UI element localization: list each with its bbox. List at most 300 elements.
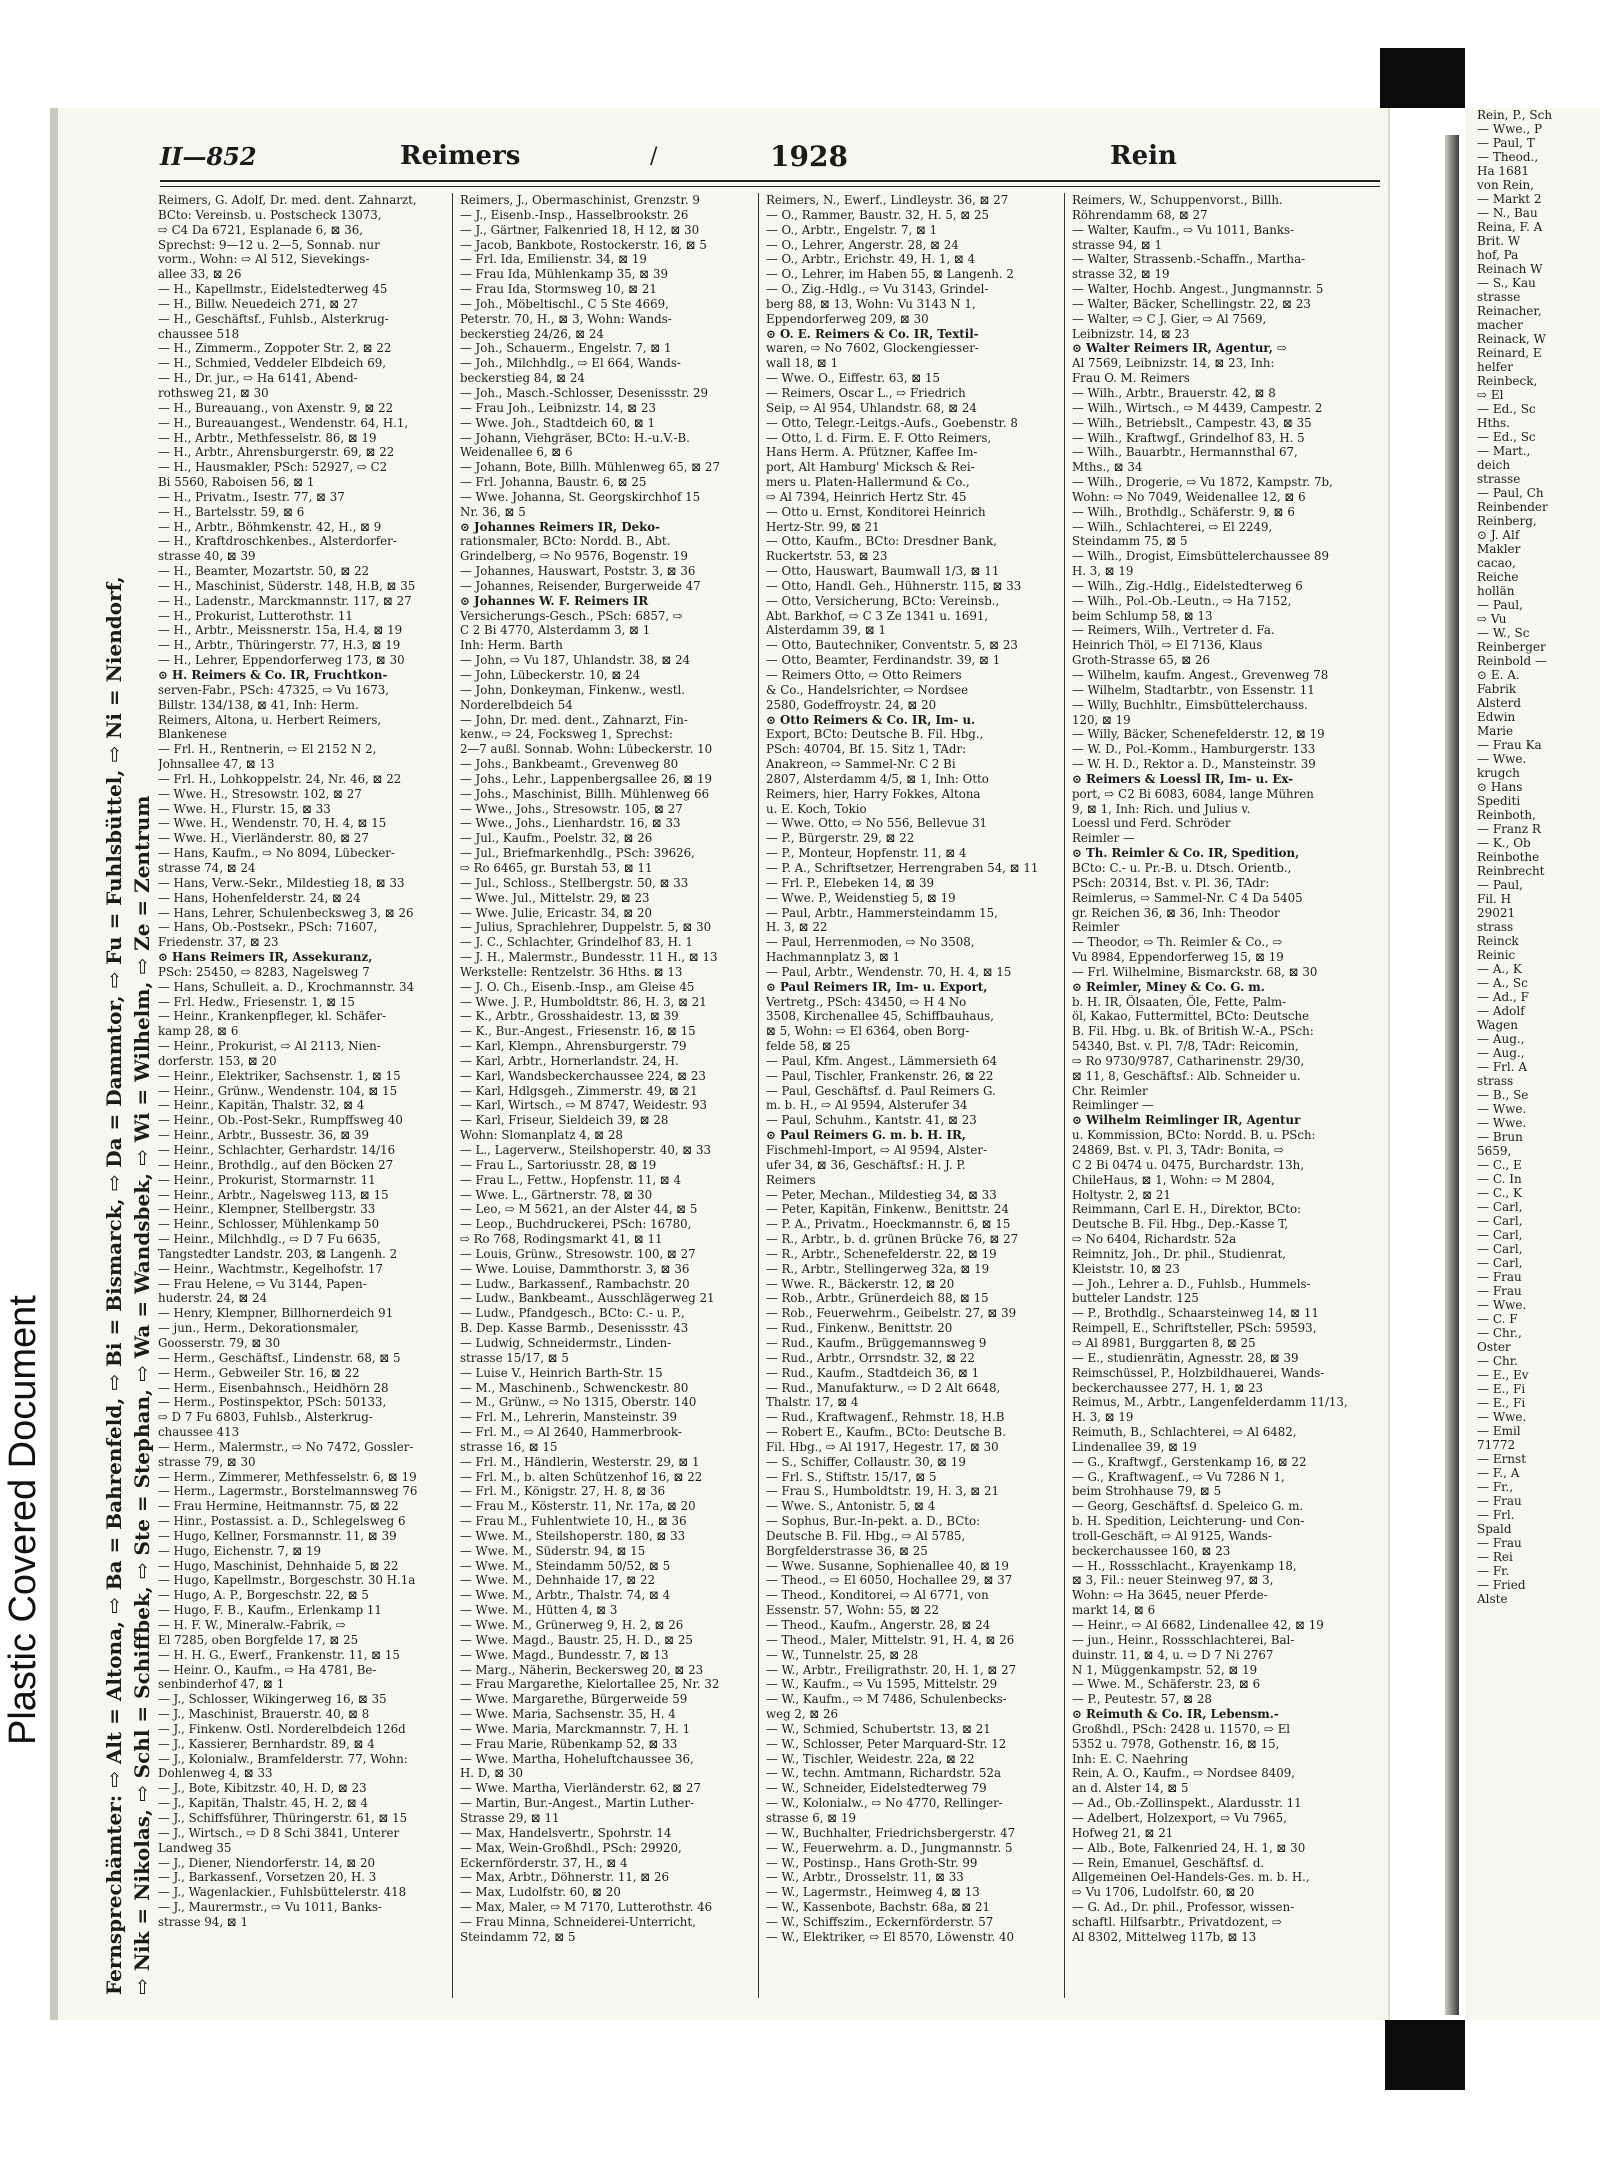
- directory-entry-line: — Johann, Bote, Billh. Mühlenweg 65, ⊠ 27: [460, 460, 720, 475]
- directory-entry-line: strasse 6, ⊠ 19: [766, 1810, 856, 1825]
- next-page-entry-line: — Carl,: [1477, 1256, 1523, 1270]
- directory-entry-line: Reimnitz, Joh., Dr. phil., Studienrat,: [1072, 1246, 1287, 1261]
- next-page-entry-line: ⊙ Hans: [1477, 780, 1523, 794]
- directory-entry-line: B. Dep. Kasse Barmb., Desenissstr. 43: [460, 1321, 689, 1336]
- next-page-entry-line: strasse: [1477, 472, 1521, 486]
- directory-entry-line: — R., Arbtr., b. d. grünen Brücke 76, ⊠ 27: [766, 1232, 1019, 1247]
- directory-column-1: [158, 193, 448, 1998]
- directory-entry-line: — Frau Ida, Stormsweg 10, ⊠ 21: [460, 282, 657, 297]
- next-page-entry-line: — C. In: [1477, 1172, 1522, 1186]
- directory-entry-line: Borgfelderstrasse 36, ⊠ 25: [766, 1543, 928, 1558]
- next-page-entry-line: Brit. W: [1477, 234, 1521, 248]
- directory-entry-line: — Heinr., Krankenpfleger, kl. Schäfer-: [158, 1009, 387, 1024]
- directory-entry-line: — Jul., Briefmarkenhdlg., PSch: 39626,: [460, 846, 695, 861]
- directory-entry-line: — Martin, Bur.-Angest., Martin Luther-: [460, 1796, 694, 1811]
- directory-entry-line: — H., Beamter, Mozartstr. 50, ⊠ 22: [158, 564, 370, 579]
- directory-entry-line: — Adelbert, Holzexport, ⇨ Vu 7965,: [1072, 1810, 1287, 1825]
- column-divider: [1064, 193, 1065, 1998]
- directory-entry-line: — Johann, Viehgräser, BCto: H.-u.V.-B.: [460, 430, 690, 445]
- next-page-entry-line: — Frau: [1477, 1270, 1522, 1284]
- directory-column-2: [460, 193, 750, 1998]
- directory-entry-line: — Wwe. J. P., Humboldtstr. 86, H. 3, ⊠ 21: [460, 994, 707, 1009]
- directory-entry-line: — Hans, Ob.-Postsekr., PSch: 71607,: [158, 920, 378, 935]
- directory-entry-line: — Louis, Grünw., Stresowstr. 100, ⊠ 27: [460, 1246, 696, 1261]
- directory-entry-line: an d. Alster 14, ⊠ 5: [1072, 1781, 1189, 1796]
- next-page-entry-line: — W., Sc: [1477, 626, 1530, 640]
- directory-entry-line: — W., Kaufm., ⇨ Vu 1595, Mittelstr. 29: [766, 1677, 998, 1692]
- directory-entry-line: — H., Ladenstr., Marckmannstr. 117, ⊠ 27: [158, 593, 412, 608]
- directory-entry-line: Wohn: ⇨ Ha 3645, neuer Pferde-: [1072, 1588, 1268, 1603]
- next-page-entry-line: — Markt 2: [1477, 192, 1542, 206]
- directory-entry-line: — Hans, Hohenfelderstr. 24, ⊠ 24: [158, 890, 361, 905]
- directory-entry-line: butteler Landstr. 125: [1072, 1291, 1199, 1306]
- directory-entry-line: — Hugo, A. P., Borgeschstr. 22, ⊠ 5: [158, 1588, 369, 1603]
- directory-entry-line: H. 3, ⊠ 19: [1072, 564, 1134, 579]
- directory-entry-line: — Wilh., Bauarbtr., Hermannsthal 67,: [1072, 445, 1298, 460]
- directory-entry-line: — Frau Margarethe, Kielortallee 25, Nr. 32: [460, 1677, 720, 1692]
- directory-entry-line: — W., Kolonialw., ⇨ No 4770, Rellinger-: [766, 1796, 1003, 1811]
- directory-entry-line: — Rob., Feuerwehrm., Geibelstr. 27, ⊠ 39: [766, 1306, 1017, 1321]
- directory-entry-line: — Karl, Klempn., Ahrensburgerstr. 79: [460, 1039, 687, 1054]
- directory-entry-line: — Wwe. L., Gärtnerstr. 78, ⊠ 30: [460, 1187, 653, 1202]
- directory-entry-line: — Heinr., Prokurist, ⇨ Al 2113, Nien-: [158, 1039, 381, 1054]
- directory-entry-line: — W., Schlosser, Peter Marquard-Str. 12: [766, 1736, 1007, 1751]
- directory-entry-line: — Frau Helene, ⇨ Vu 3144, Papen-: [158, 1276, 367, 1291]
- directory-entry-line: — Heinr., Schlosser, Mühlenkamp 50: [158, 1217, 380, 1232]
- directory-entry-line: ⇨ No 6404, Richardstr. 52a: [1072, 1232, 1237, 1247]
- directory-entry-line: — Paul, Geschäftsf. d. Paul Reimers G.: [766, 1083, 996, 1098]
- next-page-entry-line: — Chr.,: [1477, 1326, 1522, 1340]
- next-page-entry-line: Rein, P., Sch: [1477, 108, 1553, 122]
- directory-entry-line: — Johs., Lehr., Lappenbergsallee 26, ⊠ 19: [460, 771, 713, 786]
- directory-entry-line: — Wwe. S., Antonistr. 5, ⊠ 4: [766, 1499, 936, 1514]
- directory-entry-line: ⇨ Ro 768, Rodingsmarkt 41, ⊠ 11: [460, 1232, 663, 1247]
- directory-entry-line: — Frau Ida, Mühlenkamp 35, ⊠ 39: [460, 267, 668, 282]
- directory-entry-line: ⊠ 3, Fil.: neuer Steinweg 97, ⊠ 3,: [1072, 1573, 1274, 1588]
- directory-entry-line: chaussee 413: [158, 1425, 240, 1440]
- directory-entry-line: schaftl. Hilfsarbtr., Privatdozent, ⇨: [1072, 1914, 1282, 1929]
- directory-firm-entry: ⊙ O. E. Reimers & Co. IR, Textil-: [766, 326, 979, 341]
- directory-entry-line: — Otto, Bautechniker, Conventstr. 5, ⊠ 23: [766, 638, 1018, 653]
- directory-entry-line: — Luise V., Heinrich Barth-Str. 15: [460, 1365, 663, 1380]
- next-page-entry-line: 29021: [1477, 906, 1516, 920]
- directory-entry-line: — S., Schiffer, Collaustr. 30, ⊠ 19: [766, 1454, 966, 1469]
- directory-entry-line: — Frau M., Kösterstr. 11, Nr. 17a, ⊠ 20: [460, 1499, 696, 1514]
- directory-entry-line: beckerstieg 84, ⊠ 24: [460, 371, 585, 386]
- directory-entry-line: — Wwe. Joh., Stadtdeich 60, ⊠ 1: [460, 415, 655, 430]
- directory-entry-line: öl, Kakao, Futtermittel, BCto: Deutsche: [1072, 1009, 1310, 1024]
- directory-entry-line: — Wwe. Martha, Vierländerstr. 62, ⊠ 27: [460, 1781, 701, 1796]
- directory-entry-line: — O., Rammer, Baustr. 32, H. 5, ⊠ 25: [766, 207, 990, 222]
- directory-entry-line: ⊠ 5, Wohn: ⇨ El 6364, oben Borg-: [766, 1024, 970, 1039]
- header-mark: /: [650, 143, 658, 169]
- next-page-entry-line: — B., Se: [1477, 1088, 1529, 1102]
- directory-entry-line: — Wwe. M., Schäferstr. 23, ⊠ 6: [1072, 1677, 1261, 1692]
- directory-entry-line: strasse 16, ⊠ 15: [460, 1439, 558, 1454]
- directory-entry-line: — Frl. S., Stiftstr. 15/17, ⊠ 5: [766, 1469, 937, 1484]
- directory-entry-line: — Jacob, Bankbote, Rostockerstr. 16, ⊠ 5: [460, 237, 707, 252]
- directory-entry-line: Reimers, hier, Harry Fokkes, Altona: [766, 786, 981, 801]
- directory-entry-line: — Reimers, Wilh., Vertreter d. Fa.: [1072, 623, 1275, 638]
- directory-entry-line: Strasse 29, ⊠ 11: [460, 1810, 560, 1825]
- directory-entry-line: — Wwe. M., Dehnhaide 17, ⊠ 22: [460, 1573, 656, 1588]
- directory-entry-line: — J., Kassierer, Bernhardstr. 89, ⊠ 4: [158, 1736, 375, 1751]
- directory-entry-line: — Wilh., Wirtsch., ⇨ M 4439, Campestr. 2: [1072, 400, 1323, 415]
- directory-entry-line: wall 18, ⊠ 1: [766, 356, 839, 371]
- next-page-entry-line: Hths.: [1477, 416, 1510, 430]
- directory-entry-line: 2—7 außl. Sonnab. Wohn: Lübeckerstr. 10: [460, 742, 713, 757]
- directory-entry-line: waren, ⇨ No 7602, Glockengiesser-: [766, 341, 979, 356]
- next-page-entry-line: Reinic: [1477, 948, 1516, 962]
- directory-entry-line: ⇨ D 7 Fu 6803, Fuhlsb., Alsterkrug-: [158, 1410, 373, 1425]
- directory-entry-line: — Robert E., Kaufm., BCto: Deutsche B.: [766, 1425, 1006, 1440]
- directory-entry-line: — H., Bureauangest., Wendenstr. 64, H.1,: [158, 415, 409, 430]
- directory-entry-line: — Karl, Hdlgsgeh., Zimmerstr. 49, ⊠ 21: [460, 1083, 698, 1098]
- next-page-entry-line: Reinacher,: [1477, 304, 1542, 318]
- directory-entry-line: — John, Donkeyman, Finkenw., westl.: [460, 682, 685, 697]
- directory-entry-line: strasse 32, ⊠ 19: [1072, 267, 1170, 282]
- directory-entry-line: — P., Monteur, Hopfenstr. 11, ⊠ 4: [766, 846, 967, 861]
- next-page-entry-line: helfer: [1477, 360, 1513, 374]
- directory-entry-line: — Heinr., Klempner, Stellbergstr. 33: [158, 1202, 376, 1217]
- directory-entry-line: Reimers, N., Ewerf., Lindleystr. 36, ⊠ 27: [766, 193, 1009, 207]
- next-page-entry-line: — Ad., F: [1477, 990, 1529, 1004]
- directory-entry-line: — Joh., Schauerm., Engelstr. 7, ⊠ 1: [460, 341, 672, 356]
- directory-entry-line: — Frl. M., Königstr. 27, H. 8, ⊠ 36: [460, 1484, 666, 1499]
- directory-entry-line: — Sophus, Bur.-In-pekt. a. D., BCto:: [766, 1514, 981, 1529]
- next-page-entry-line: — Carl,: [1477, 1200, 1523, 1214]
- directory-entry-line: strasse 79, ⊠ 30: [158, 1454, 256, 1469]
- directory-entry-line: — Wwe. Maria, Sachsenstr. 35, H. 4: [460, 1707, 676, 1722]
- directory-entry-line: Grindelberg, ⇨ No 9576, Bogenstr. 19: [460, 549, 688, 564]
- directory-entry-line: — Karl, Wandsbeckerchaussee 224, ⊠ 23: [460, 1068, 706, 1083]
- directory-entry-line: dorferstr. 153, ⊠ 20: [158, 1053, 277, 1068]
- next-page-entry-line: Wagen: [1477, 1018, 1518, 1032]
- directory-entry-line: — O., Lehrer, Angerstr. 28, ⊠ 24: [766, 237, 959, 252]
- directory-entry-line: strasse 94, ⊠ 1: [1072, 237, 1162, 252]
- directory-entry-line: — H., Schmied, Veddeler Elbdeich 69,: [158, 356, 386, 371]
- directory-entry-line: Hofweg 21, ⊠ 21: [1072, 1825, 1174, 1840]
- directory-entry-line: — Wwe. O., Eiffestr. 63, ⊠ 15: [766, 371, 941, 386]
- directory-entry-line: 54340, Bst. v. Pl. 7/8, TAdr: Reicomin,: [1072, 1039, 1299, 1054]
- next-page-entry-line: — Ed., Sc: [1477, 402, 1536, 416]
- directory-entry-line: — P., Peutestr. 57, ⊠ 28: [1072, 1692, 1212, 1707]
- directory-entry-line: — Wwe. Otto, ⇨ No 556, Bellevue 31: [766, 816, 988, 831]
- directory-entry-line: — Max, Ludolfstr. 60, ⊠ 20: [460, 1885, 621, 1900]
- next-page-entry-line: Oster: [1477, 1340, 1511, 1354]
- directory-entry-line: felde 58, ⊠ 25: [766, 1039, 851, 1054]
- directory-entry-line: — John, Dr. med. dent., Zahnarzt, Fin-: [460, 712, 688, 727]
- directory-entry-line: — Joh., Lehrer a. D., Fuhlsb., Hummels-: [1072, 1276, 1311, 1291]
- directory-entry-line: Reimers, G. Adolf, Dr. med. dent. Zahnarzt,: [158, 193, 417, 207]
- next-page-entry-line: — Brun: [1477, 1130, 1523, 1144]
- next-page-entry-line: Reinberg,: [1477, 514, 1537, 528]
- directory-entry-line: Hans Herm. A. Pfützner, Kaffee Im-: [766, 445, 978, 460]
- directory-entry-line: — W., Tischler, Weidestr. 22a, ⊠ 22: [766, 1751, 975, 1766]
- directory-entry-line: Steindamm 75, ⊠ 5: [1072, 534, 1188, 549]
- directory-entry-line: — W., techn. Amtmann, Richardstr. 52a: [766, 1766, 1002, 1781]
- directory-entry-line: — Karl, Wirtsch., ⇨ M 8747, Weidestr. 93: [460, 1098, 707, 1113]
- next-page-entry-line: — C., E: [1477, 1158, 1522, 1172]
- directory-entry-line: — J., Gärtner, Falkenried 18, H 12, ⊠ 30: [460, 222, 700, 237]
- directory-entry-line: — Frl. Johanna, Baustr. 6, ⊠ 25: [460, 475, 647, 490]
- directory-entry-line: — jun., Heinr., Rossschlachterei, Bal-: [1072, 1632, 1295, 1647]
- directory-entry-line: — Rud., Kaufm., Brüggemannsweg 9: [766, 1335, 987, 1350]
- directory-entry-line: — Wwe. M., Arbtr., Thalstr. 74, ⊠ 4: [460, 1588, 671, 1603]
- directory-firm-entry: ⊙ Walter Reimers IR, Agentur, ⇨: [1072, 341, 1287, 356]
- directory-entry-line: Hachmannplatz 3, ⊠ 1: [766, 950, 901, 965]
- directory-entry-line: — Heinr., Elektriker, Sachsenstr. 1, ⊠ 15: [158, 1068, 401, 1083]
- next-page-entry-line: Reinard, E: [1477, 346, 1542, 360]
- directory-entry-line: — Wwe. Magd., Bundesstr. 7, ⊠ 13: [460, 1647, 669, 1662]
- directory-entry-line: Thalstr. 17, ⊠ 4: [766, 1395, 859, 1410]
- directory-entry-line: — Otto, Telegr.-Leitgs.-Aufs., Goebenstr. 8: [766, 415, 1018, 430]
- directory-entry-line: — Wwe. Maria, Marckmannstr. 7, H. 1: [460, 1721, 691, 1736]
- next-page-entry-line: — Carl,: [1477, 1228, 1523, 1242]
- directory-entry-line: — Hinr., Postassist. a. D., Schlegelsweg 6: [158, 1514, 406, 1529]
- directory-entry-line: Landweg 35: [158, 1840, 232, 1855]
- directory-entry-line: — Wwe. Martha, Hoheluftchaussee 36,: [460, 1751, 694, 1766]
- directory-entry-line: Inh: E. C. Naehring: [1072, 1751, 1189, 1766]
- directory-entry-line: 9, ⊠ 1, Inh: Rich. und Julius v.: [1072, 801, 1251, 816]
- next-page-entry-line: deich: [1477, 458, 1511, 472]
- directory-entry-line: — Heinr., Brothdlg., auf den Böcken 27: [158, 1157, 394, 1172]
- directory-entry-line: m. b. H., ⇨ Al 9594, Alsterufer 34: [766, 1098, 968, 1113]
- directory-entry-line: kamp 28, ⊠ 6: [158, 1024, 239, 1039]
- directory-entry-line: — Wwe. Julie, Ericastr. 34, ⊠ 20: [460, 905, 653, 920]
- next-page-entry-line: hollän: [1477, 584, 1515, 598]
- directory-entry-line: Reimers: [766, 1172, 816, 1187]
- next-page-entry-line: — Paul, Ch: [1477, 486, 1544, 500]
- next-page-strip: [1465, 108, 1600, 2020]
- directory-entry-line: — Wwe. H., Stresowstr. 102, ⊠ 27: [158, 786, 362, 801]
- directory-entry-line: vorm., Wohn: ⇨ Al 512, Sievekings-: [158, 252, 370, 267]
- directory-entry-line: — Heinr., Arbtr., Bussestr. 36, ⊠ 39: [158, 1128, 369, 1143]
- directory-entry-line: ⇨ Al 7394, Heinrich Hertz Str. 45: [766, 489, 967, 504]
- directory-entry-line: — Willy, Buchhltr., Eimsbüttelerchauss.: [1072, 697, 1308, 712]
- directory-entry-line: — Joh., Milchhdlg., ⇨ El 664, Wands-: [460, 356, 681, 371]
- directory-entry-line: — John, ⇨ Vu 187, Uhlandstr. 38, ⊠ 24: [460, 653, 691, 668]
- directory-entry-line: Reimpell, E., Schriftsteller, PSch: 59593,: [1072, 1321, 1317, 1336]
- directory-entry-line: — W., Buchhalter, Friedrichsbergerstr. 47: [766, 1825, 1016, 1840]
- directory-entry-line: Heinrich Thöl, ⇨ El 7136, Klaus: [1072, 638, 1263, 653]
- next-page-entry-line: — Aug.,: [1477, 1046, 1525, 1060]
- directory-entry-line: strasse 74, ⊠ 24: [158, 860, 256, 875]
- directory-entry-line: — R., Arbtr., Stellingerweg 32a, ⊠ 19: [766, 1261, 990, 1276]
- directory-entry-line: — O., Zig.-Hdlg., ⇨ Vu 3143, Grindel-: [766, 282, 989, 297]
- directory-entry-line: mers u. Platen-Hallermund & Co.,: [766, 475, 970, 490]
- next-page-entry-line: Spald: [1477, 1522, 1512, 1536]
- directory-entry-line: beckerstieg 24/26, ⊠ 24: [460, 326, 604, 341]
- directory-entry-line: — John, Lübeckerstr. 10, ⊠ 24: [460, 668, 641, 682]
- directory-entry-line: — Theod., Kaufm., Angerstr. 28, ⊠ 24: [766, 1618, 991, 1632]
- directory-entry-line: serven-Fabr., PSch: 47325, ⇨ Vu 1673,: [158, 682, 389, 697]
- next-page-entry-line: — Fr.: [1477, 1564, 1510, 1578]
- directory-entry-line: — Otto u. Ernst, Konditorei Heinrich: [766, 504, 986, 519]
- next-page-entry-line: strass: [1477, 920, 1514, 934]
- next-page-entry-line: Reinbrecht: [1477, 864, 1545, 878]
- directory-entry-line: Johnsallee 47, ⊠ 13: [158, 757, 275, 772]
- directory-entry-line: Ruckertstr. 53, ⊠ 23: [766, 549, 888, 564]
- directory-entry-line: — Hans, Verw.-Sekr., Mildestieg 18, ⊠ 33: [158, 875, 405, 890]
- next-page-entry-line: — Carl,: [1477, 1242, 1523, 1256]
- directory-entry-line: Holtystr. 2, ⊠ 21: [1072, 1187, 1171, 1202]
- directory-entry-line: — J., Schlosser, Wikingerweg 16, ⊠ 35: [158, 1692, 387, 1707]
- directory-entry-line: — K., Bur.-Angest., Friesenstr. 16, ⊠ 15: [460, 1024, 696, 1039]
- directory-entry-line: — Heinr., Kapitän, Thalstr. 32, ⊠ 4: [158, 1098, 365, 1113]
- directory-entry-line: — R., Arbtr., Schenefelderstr. 22, ⊠ 19: [766, 1246, 997, 1261]
- directory-entry-line: — Herm., Postinspektor, PSch: 50133,: [158, 1395, 387, 1410]
- directory-entry-line: Reimus, M., Arbtr., Langenfelderdamm 11/13,: [1072, 1395, 1348, 1410]
- directory-firm-entry: ⊙ Otto Reimers & Co. IR, Im- u.: [766, 712, 976, 727]
- next-page-entry-line: Reiche: [1477, 570, 1519, 584]
- directory-entry-line: — Wwe. M., Hütten 4, ⊠ 3: [460, 1603, 618, 1618]
- directory-entry-line: — J., Maurermstr., ⇨ Vu 1011, Banks-: [158, 1900, 382, 1915]
- directory-entry-line: — Otto, Hauswart, Baumwall 1/3, ⊠ 11: [766, 564, 1000, 579]
- directory-entry-line: — J., Eisenb.-Insp., Hasselbrookstr. 26: [460, 207, 689, 222]
- next-page-entry-line: — C., K: [1477, 1186, 1522, 1200]
- directory-entry-line: — W., Arbtr., Freiligrathstr. 20, H. 1, ⊠ 27: [766, 1662, 1017, 1677]
- directory-entry-line: — J. O. Ch., Eisenb.-Insp., am Gleise 45: [460, 979, 695, 994]
- next-page-entry-line: Reinberger: [1477, 640, 1546, 654]
- directory-entry-line: — J., Maschinist, Brauerstr. 40, ⊠ 8: [158, 1707, 370, 1722]
- next-page-entry-line: — Carl,: [1477, 1214, 1523, 1228]
- directory-entry-line: — Rud., Manufakturw., ⇨ D 2 Alt 6648,: [766, 1380, 1001, 1395]
- next-page-entry-line: ⇨ Vu: [1477, 612, 1507, 626]
- directory-entry-line: — Wwe. R., Bäckerstr. 12, ⊠ 20: [766, 1276, 955, 1291]
- directory-entry-line: — Joh., Masch.-Schlosser, Desenissstr. 29: [460, 385, 709, 400]
- directory-entry-line: — W., Tunnelstr. 25, ⊠ 28: [766, 1647, 919, 1662]
- directory-entry-line: b. H. Spedition, Leichterung- und Con-: [1072, 1514, 1305, 1529]
- directory-entry-line: — Otto, Handl. Geh., Hühnerstr. 115, ⊠ 33: [766, 578, 1022, 593]
- directory-entry-line: Alsterdamm 39, ⊠ 1: [766, 623, 887, 638]
- directory-entry-line: — Otto, Beamter, Ferdinandstr. 39, ⊠ 1: [766, 653, 1001, 668]
- directory-entry-line: markt 14, ⊠ 6: [1072, 1603, 1156, 1618]
- directory-entry-line: — Paul, Kfm. Angest., Lämmersieth 64: [766, 1053, 998, 1068]
- directory-entry-line: — Heinr., Schlachter, Gerhardstr. 14/16: [158, 1143, 396, 1157]
- directory-entry-line: — M., Grünw., ⇨ No 1315, Oberstr. 140: [460, 1395, 697, 1410]
- directory-entry-line: — Rud., Finkenw., Benittstr. 20: [766, 1321, 953, 1336]
- next-page-entry-line: Spediti: [1477, 794, 1521, 808]
- next-page-entry-line: — Frau: [1477, 1494, 1522, 1508]
- next-page-entry-line: — E., Fi: [1477, 1382, 1526, 1396]
- directory-entry-line: Lindenallee 39, ⊠ 19: [1072, 1439, 1197, 1454]
- directory-entry-line: — H., Arbtr., Thüringerstr. 77, H.3, ⊠ 19: [158, 638, 401, 653]
- next-page-entry-line: — Emil: [1477, 1424, 1521, 1438]
- directory-entry-line: — J., Wagenlackier., Fuhlsbüttelerstr. 418: [158, 1885, 407, 1900]
- next-page-entry-line: Reinbothe: [1477, 850, 1540, 864]
- directory-entry-line: — Paul, Schuhm., Kantstr. 41, ⊠ 23: [766, 1113, 977, 1128]
- directory-entry-line: H. 3, ⊠ 19: [1072, 1410, 1134, 1425]
- directory-entry-line: ChileHaus, ⊠ 1, Wohn: ⇨ M 2804,: [1072, 1172, 1275, 1187]
- next-page-entry-line: — Aug.,: [1477, 1032, 1525, 1046]
- directory-entry-line: — H., Rossschlacht., Krayenkamp 18,: [1072, 1558, 1297, 1573]
- directory-entry-line: — Wwe., Johs., Stresowstr. 105, ⊠ 27: [460, 801, 683, 816]
- directory-entry-line: — Walter, Strassenb.-Schaffn., Martha-: [1072, 252, 1306, 267]
- directory-entry-line: ⇨ Vu 1706, Ludolfstr. 60, ⊠ 20: [1072, 1885, 1255, 1900]
- directory-entry-line: — Leop., Buchdruckerei, PSch: 16780,: [460, 1217, 692, 1232]
- directory-entry-line: — Frl. M., ⇨ Al 2640, Hammerbrook-: [460, 1425, 682, 1440]
- next-page-entry-line: — E., Ev: [1477, 1368, 1529, 1382]
- directory-entry-line: — Frl. Ida, Emilienstr. 34, ⊠ 19: [460, 252, 647, 267]
- column-divider: [758, 193, 759, 1998]
- directory-entry-line: — H., Billw. Neuedeich 271, ⊠ 27: [158, 296, 359, 311]
- directory-entry-line: Reimlerus, ⇨ Sammel-Nr. C 4 Da 5405: [1072, 890, 1303, 905]
- directory-entry-line: BCto: Vereinsb. u. Postscheck 13073,: [158, 207, 382, 222]
- directory-entry-line: Vertretg., PSch: 43450, ⇨ H 4 No: [766, 994, 967, 1009]
- directory-entry-line: H. D, ⊠ 30: [460, 1766, 523, 1781]
- directory-entry-line: — Wwe., Johs., Lienhardstr. 16, ⊠ 33: [460, 816, 681, 831]
- directory-entry-line: — Johannes, Hauswart, Poststr. 3, ⊠ 36: [460, 564, 696, 579]
- next-page-entry-line: — E., Fi: [1477, 1396, 1526, 1410]
- directory-entry-line: — Paul, Tischler, Frankenstr. 26, ⊠ 22: [766, 1068, 994, 1083]
- directory-entry-line: — Wwe. M., Süderstr. 94, ⊠ 15: [460, 1543, 646, 1558]
- directory-entry-line: — Theod., ⇨ El 6050, Hochallee 29, ⊠ 37: [766, 1573, 1013, 1588]
- directory-entry-line: — H., Arbtr., Methfesselstr. 86, ⊠ 19: [158, 430, 377, 445]
- directory-entry-line: Nr. 36, ⊠ 5: [460, 504, 526, 519]
- next-page-entry-line: Reina, F. A: [1477, 220, 1543, 234]
- directory-entry-line: — H., Maschinist, Süderstr. 148, H.B, ⊠ 35: [158, 578, 416, 593]
- directory-entry-line: 2580, Godeffroystr. 24, ⊠ 20: [766, 697, 937, 712]
- directory-entry-line: strasse 15/17, ⊠ 5: [460, 1350, 569, 1365]
- next-page-entry-line: Alsterd: [1477, 696, 1522, 710]
- directory-entry-line: — Reimers, Oscar L., ⇨ Friedrich: [766, 385, 966, 400]
- directory-entry-line: Reimler: [1072, 920, 1120, 935]
- directory-entry-line: — jun., Herm., Dekorationsmaler,: [158, 1321, 359, 1336]
- directory-entry-line: — Frl. M., Lehrerin, Mansteinstr. 39: [460, 1410, 678, 1425]
- directory-entry-line: — Heinr., ⇨ Al 6682, Lindenallee 42, ⊠ 19: [1072, 1618, 1324, 1632]
- next-page-entry-line: von Rein,: [1477, 178, 1535, 192]
- directory-entry-line: — J., Wirtsch., ⇨ D 8 Schi 3841, Unterer: [158, 1825, 400, 1840]
- header-rule-bottom: [160, 186, 1380, 187]
- directory-entry-line: beckerchaussee 160, ⊠ 23: [1072, 1543, 1231, 1558]
- directory-entry-line: — Wwe. Louise, Dammthorstr. 3, ⊠ 36: [460, 1261, 690, 1276]
- directory-entry-line: ⇨ Al 8981, Burggarten 8, ⊠ 25: [1072, 1335, 1256, 1350]
- next-page-entry-line: — Frl.: [1477, 1508, 1515, 1522]
- directory-entry-line: Frau O. M. Reimers: [1072, 371, 1190, 386]
- directory-entry-line: El 7285, oben Borgfelde 17, ⊠ 25: [158, 1632, 359, 1647]
- next-page-entry-line: — Paul, T: [1477, 136, 1535, 150]
- next-page-entry-line: — Theod.,: [1477, 150, 1539, 164]
- directory-entry-line: — Walter, ⇨ C J. Gier, ⇨ Al 7569,: [1072, 311, 1267, 326]
- directory-entry-line: — Theod., Konditorei, ⇨ Al 6771, von: [766, 1588, 989, 1603]
- directory-entry-line: Leibnizstr. 14, ⊠ 23: [1072, 326, 1190, 341]
- next-page-entry-line: Reinbender: [1477, 500, 1548, 514]
- directory-entry-line: Loessl und Ferd. Schröder: [1072, 816, 1231, 831]
- directory-entry-line: — Wilh., Drogist, Eimsbüttelerchaussee 89: [1072, 549, 1329, 564]
- directory-entry-line: — J., Barkassenf., Vorsetzen 20, H. 3: [158, 1870, 377, 1885]
- directory-entry-line: — Wilh., Brothdlg., Schäferstr. 9, ⊠ 6: [1072, 504, 1295, 519]
- next-page-entry-line: Edwin: [1477, 710, 1516, 724]
- directory-entry-line: — Herm., Lagermstr., Borstelmannsweg 76: [158, 1484, 418, 1499]
- directory-entry-line: — Hugo, F. B., Kaufm., Erlenkamp 11: [158, 1603, 382, 1618]
- directory-entry-line: — Wwe. M., Steindamm 50/52, ⊠ 5: [460, 1558, 671, 1573]
- directory-entry-line: — Ad., Ob.-Zollinspekt., Alardusstr. 11: [1072, 1796, 1302, 1811]
- directory-entry-line: — Heinr., Arbtr., Nagelsweg 113, ⊠ 15: [158, 1187, 389, 1202]
- directory-entry-line: — W., Kassenbote, Bachstr. 68a, ⊠ 21: [766, 1900, 991, 1915]
- next-page-entry-line: hof, Pa: [1477, 248, 1519, 262]
- directory-entry-line: & Co., Handelsrichter, ⇨ Nordsee: [766, 682, 969, 697]
- next-page-entry-line: ⊙ E. A.: [1477, 668, 1520, 682]
- directory-entry-line: Chr. Reimler: [1072, 1083, 1148, 1098]
- directory-entry-line: — J., Kolonialw., Bramfelderstr. 77, Wohn:: [158, 1751, 408, 1766]
- directory-entry-line: Reimschüssel, P., Holzbildhauerei, Wands-: [1072, 1365, 1325, 1380]
- directory-entry-line: — H., Prokurist, Lutterothstr. 11: [158, 608, 353, 623]
- directory-entry-line: Goosserstr. 79, ⊠ 30: [158, 1335, 281, 1350]
- directory-entry-line: — Wwe. M., Grünerweg 9, H. 2, ⊠ 26: [460, 1618, 684, 1632]
- directory-entry-line: — Hugo, Kellner, Forsmannstr. 11, ⊠ 39: [158, 1528, 397, 1543]
- next-page-entry-line: Reinck: [1477, 934, 1519, 948]
